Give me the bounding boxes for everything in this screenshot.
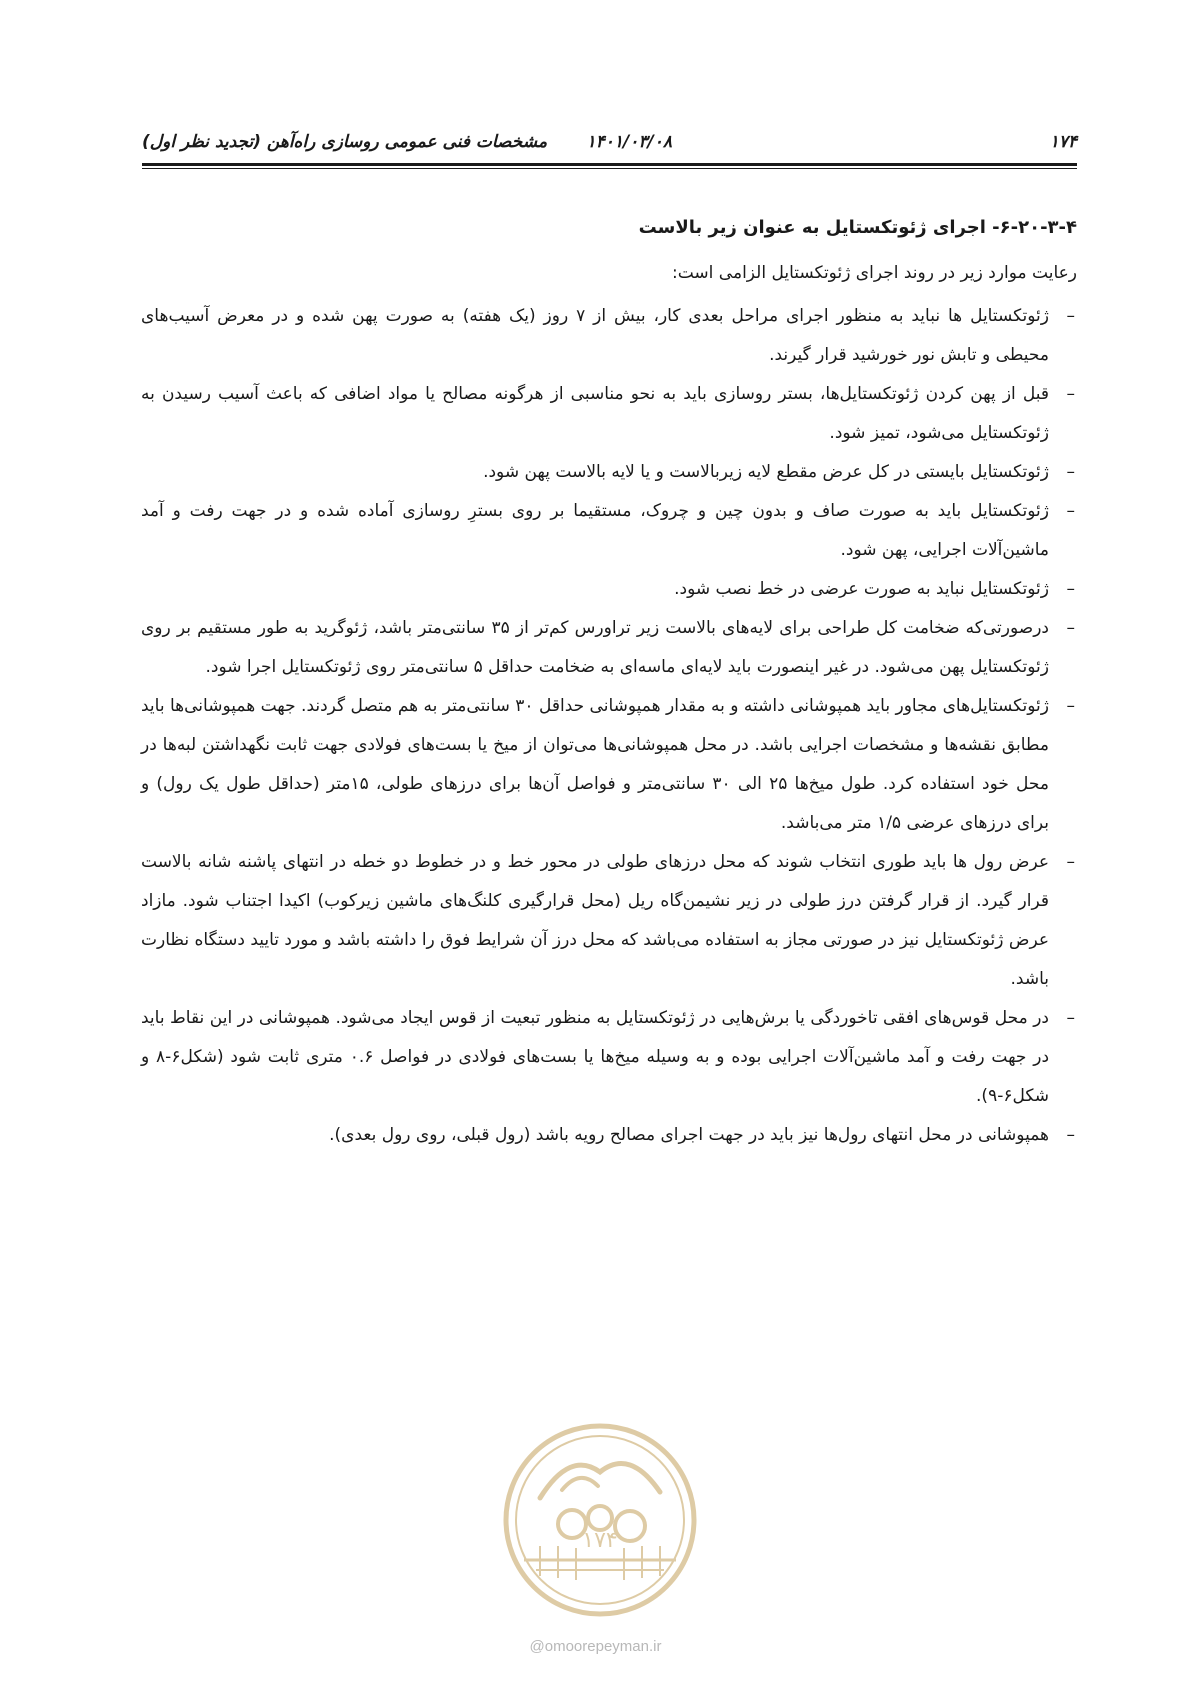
- list-item: [141, 492, 1077, 570]
- list-item-text: ژئوتکستایل بایستی در کل عرض مقطع لایه زیربالاست و یا لایه بالاست پهن شود.: [483, 462, 1049, 482]
- section-intro: رعایت موارد زیر در روند اجرای ژئوتکستایل الزامی است:: [672, 263, 1077, 283]
- bullet-dash: –: [1066, 1008, 1075, 1028]
- site-url: @omoorepeyman.ir: [529, 1638, 662, 1655]
- list-item: [141, 609, 1077, 687]
- list-item-text: در محل قوس‌های افقی تاخوردگی یا برش‌هایی در ژئوتکستایل به منظور تبعیت از قوس ایجاد می‌شود. همپوشانی در این نقاط باید در جهت رفت و آمد ماشین‌آلات اجرایی بوده و به وسیله میخ‌ها یا بست‌های فولادی در فواصل ۰.۶ متری ثابت شود (شکل۶-۸ و شکل۶-۹).: [141, 1008, 1050, 1106]
- header-title: مشخصات فنی عمومی روسازی راه‌آهن (تجدید نظر اول): [142, 132, 548, 152]
- list-item: [141, 687, 1077, 843]
- bullet-dash: –: [1066, 852, 1075, 872]
- list-item-text: قبل از پهن کردن ژئوتکستایل‌ها، بستر روسازی باید به نحو مناسبی از هرگونه مصالح یا مواد اضافی که باعث آسیب رسیدن به ژئوتکستایل می‌شود، تمیز شود.: [141, 384, 1049, 443]
- page-header: [142, 128, 1077, 158]
- header-date: ۱۴۰۱/۰۳/۰۸: [586, 132, 672, 152]
- requirements-list: [141, 297, 1077, 1155]
- section-heading: ۶-۲۰-۳-۴- اجرای ژئوتکستایل به عنوان زیر بالاست: [638, 217, 1077, 238]
- list-item-text: ژئوتکستایل ها نباید به منظور اجرای مراحل بعدی کار، بیش از ۷ روز (یک هفته) به صورت پهن شده و در معرض آسیب‌های محیطی و تابش نور خورشید قرار گیرند.: [141, 306, 1049, 365]
- bullet-dash: –: [1066, 618, 1075, 638]
- header-page-number: ۱۷۴: [1049, 132, 1077, 152]
- bullet-dash: –: [1066, 501, 1075, 521]
- omoore-peyman-seal-icon: [500, 1420, 700, 1620]
- list-item: [141, 999, 1077, 1116]
- list-item-text: همپوشانی در محل انتهای رول‌ها نیز باید در جهت اجرای مصالح رویه باشد (رول قبلی، روی رول بعدی).: [329, 1125, 1049, 1145]
- list-item: [141, 570, 1077, 609]
- bullet-dash: –: [1066, 579, 1075, 599]
- watermark-seal: [500, 1420, 700, 1620]
- list-item: [141, 375, 1077, 453]
- list-item-text: ژئوتکستایل باید به صورت صاف و بدون چین و چروک، مستقیما بر روی بسترِ روسازی آماده شده و در جهت رفت و آمد ماشین‌آلات اجرایی، پهن شود.: [141, 501, 1049, 560]
- bullet-dash: –: [1066, 462, 1075, 482]
- list-item-text: ژئوتکستایل‌های مجاور باید همپوشانی داشته و به مقدار همپوشانی حداقل ۳۰ سانتی‌متر به هم متصل گردند. جهت همپوشانی‌ها باید مطابق نقشه‌ها و مشخصات اجرایی باشد. در محل همپوشانی‌ها می‌توان از میخ یا بست‌های فولادی جهت ثابت نگهداشتن لبه‌ها در محل خود استفاده کرد. طول میخ‌ها ۲۵ الی ۳۰ سانتی‌متر و فواصل آن‌ها برای درزهای طولی، ۱۵متر (حداقل طول یک رول) و برای درزهای عرضی ۱/۵ متر می‌باشد.: [141, 696, 1049, 833]
- list-item: [141, 843, 1077, 999]
- watermark-page-number: ۱۷۴: [582, 1528, 618, 1553]
- list-item-text: ژئوتکستایل نباید به صورت عرضی در خط نصب شود.: [674, 579, 1049, 599]
- header-divider-thin: [142, 168, 1077, 169]
- bullet-dash: –: [1066, 306, 1075, 326]
- list-item: [141, 297, 1077, 375]
- list-item-text: درصورتی‌که ضخامت کل طراحی برای لایه‌های بالاست زیر تراورس کم‌تر از ۳۵ سانتی‌متر باشد، ژئوگرید به طور مستقیم بر روی ژئوتکستایل پهن می‌شود. در غیر اینصورت باید لایه‌ای ماسه‌ای به ضخامت حداقل ۵ سانتی‌متر روی ژئوتکستایل اجرا شود.: [141, 618, 1049, 677]
- list-item: [141, 453, 1077, 492]
- bullet-dash: –: [1066, 384, 1075, 404]
- bullet-dash: –: [1066, 696, 1075, 716]
- list-item: [141, 1116, 1077, 1155]
- bullet-dash: –: [1066, 1125, 1075, 1145]
- header-divider: [142, 163, 1077, 166]
- document-body: [141, 210, 1077, 1155]
- list-item-text: عرض رول ها باید طوری انتخاب شوند که محل درزهای طولی در محور خط و در خطوط دو خطه در انتهای پاشنه شانه بالاست قرار گیرد. از قرار گرفتن درز طولی در زیر نشیمن‌گاه ریل (محل قرارگیری کلنگ‌های ماشین زیرکوب) اکیدا اجتناب شود. مازاد عرض ژئوتکستایل نیز در صورتی مجاز به استفاده می‌باشد که محل درز آن شرایط فوق را داشته باشد و مورد تایید دستگاه نظارت باشد.: [141, 852, 1049, 989]
